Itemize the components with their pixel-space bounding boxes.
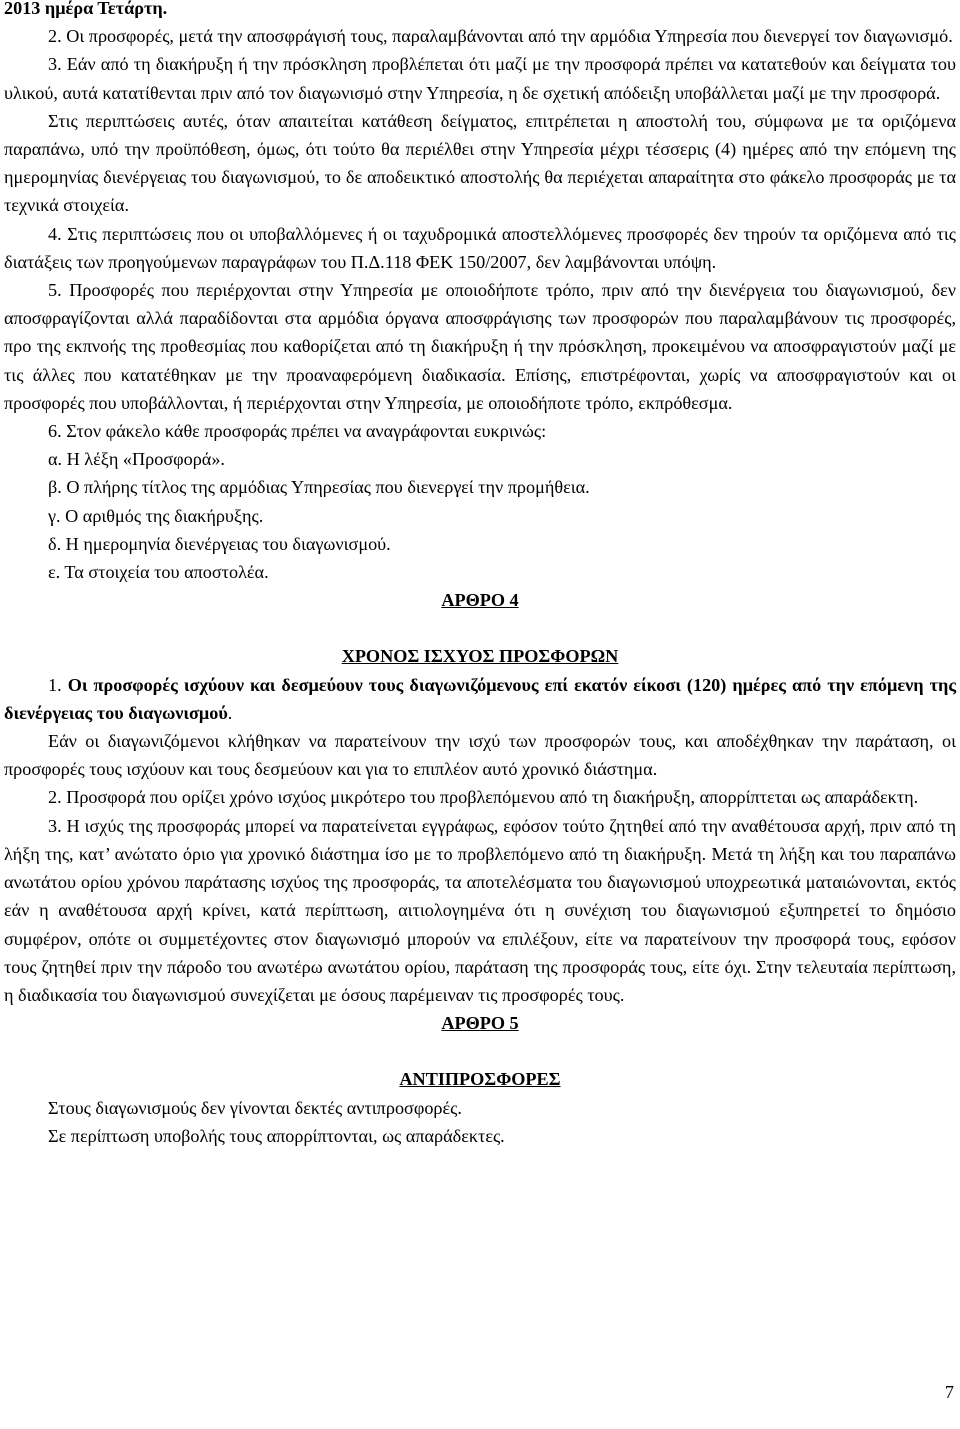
list-item: α. Η λέξη «Προσφορά». [48, 449, 225, 470]
spacer [4, 614, 956, 642]
article-4-paragraph-1b: Εάν οι διαγωνιζόμενοι κλήθηκαν να παρατείνουν την ισχύ των προσφορών τους, και αποδέχθηκαν την παράταση, οι προσφορές τους ισχύουν και τους δεσμεύουν και για το επιπλέον αυτό χρονικό διάστημα. [4, 731, 956, 780]
article-4-paragraph-1-bold: Οι προσφορές ισχύουν και δεσμεύουν τους διαγωνιζόμενους επί εκατόν είκοσι (120) ημέρες από την επόμενη της διενέργειας του διαγωνισμού [4, 674, 956, 723]
article-5-heading: ΑΡΘΡΟ 5 [441, 1013, 519, 1034]
article-5-line-2: Σε περίπτωση υποβολής τους απορρίπτονται, ως απαράδεκτες. [48, 1125, 505, 1146]
paragraph-5: 5. Προσφορές που περιέρχονται στην Υπηρεσία με οποιοδήποτε τρόπο, πριν από την διενέργεια του διαγωνισμού, δεν αποσφραγίζονται αλλά παραδίδονται στα αρμόδια όργανα αποσφράγισης των προσφορών που παραλαμβάνουν τις προσφορές, προ της εκπνοής της προθεσμίας που καθορίζεται από τη διακήρυξη ή την πρόσκληση, προκειμένου να αποσφραγιστούν μαζί με τις άλλες που κατατέθηκαν με την προαναφερόμενη διαδικασία. Επίσης, επιστρέφονται, χωρίς να αποσφραγιστούν και οι προσφορές που υποβάλλονται, ή περιέρχονται στην Υπηρεσία, με οποιοδήποτε τρόπο, εκπρόθεσμα. [4, 280, 956, 413]
paragraph-2: 2. Οι προσφορές, μετά την αποσφράγισή τους, παραλαμβάνονται από την αρμόδια Υπηρεσία που διενεργεί τον διαγωνισμό. [48, 26, 953, 47]
article-4-paragraph-3: 3. Η ισχύς της προσφοράς μπορεί να παρατείνεται εγγράφως, εφόσον τούτο ζητηθεί από την αναθέτουσα αρχή, πριν από τη λήξη της, κατ’ ανώτατο όριο για χρονικό διάστημα ίσο με το προβλεπόμενο από τη διακήρυξη. Μετά τη λήξη και του παραπάνω ανωτάτου ορίου χρόνου παράτασης ισχύος της προσφοράς, τα αποτελέσματα του διαγωνισμού υποχρεωτικά ματαιώνονται, εκτός εάν η αναθέτουσα αρχή κρίνει, κατά περίπτωση, αιτιολογημένα ότι η συνέχιση του διαγωνισμού εξυπηρετεί το δημόσιο συμφέρον, οπότε οι συμμετέχοντες στον διαγωνισμό μπορούν να επιλέξουν, είτε να παρατείνουν την προσφορά τους, εφόσον τους ζητηθεί πριν την πάροδο του ανωτέρω ανωτάτου ορίου, παράταση της προσφοράς τους, είτε όχι. Στην τελευταία περίπτωση, η διαδικασία του διαγωνισμού συνεχίζεται με όσους παρέμειναν τις προσφορές τους. [4, 815, 956, 1005]
article-4-paragraph-1 [4, 671, 956, 727]
article-5-line-1: Στους διαγωνισμούς δεν γίνονται δεκτές αντιπροσφορές. [48, 1097, 462, 1118]
spacer [4, 1037, 956, 1065]
article-4-title: ΧΡΟΝΟΣ ΙΣΧΥΟΣ ΠΡΟΣΦΟΡΩΝ [341, 646, 619, 667]
paragraph-3b: Στις περιπτώσεις αυτές, όταν απαιτείται κατάθεση δείγματος, επιτρέπεται η αποστολή του, σύμφωνα με τα οριζόμενα παραπάνω, υπό την προϋπόθεση, όμως, ότι τούτο θα περιέλθει στην Υπηρεσία μέχρι τέσσερις (4) ημέρες από την επόμενη της ημερομηνίας διενέργειας του διαγωνισμού, το δε αποδεικτικό αποστολής θα περιέχεται απαραίτητα στο φάκελο προσφοράς με τα τεχνικά στοιχεία. [4, 110, 956, 216]
article-5-title: ΑΝΤΙΠΡΟΣΦΟΡΕΣ [399, 1069, 561, 1090]
paragraph-4: 4. Στις περιπτώσεις που οι υποβαλλόμενες ή οι ταχυδρομικά αποστελλόμενες προσφορές δεν τηρούν τα οριζόμενα από τις διατάξεις των προηγούμενων παραγράφων του Π.Δ.118 ΦΕΚ 150/2007, δεν λαμβάνονται υπόψη. [4, 223, 956, 272]
list-item: ε. Τα στοιχεία του αποστολέα. [48, 562, 269, 583]
article-4-heading: ΑΡΘΡΟ 4 [441, 590, 519, 611]
page-number: 7 [944, 1382, 954, 1402]
envelope-list [4, 445, 956, 586]
list-item: γ. Ο αριθμός της διακήρυξης. [48, 505, 264, 526]
paragraph-6: 6. Στον φάκελο κάθε προσφοράς πρέπει να αναγράφονται ευκρινώς: [48, 421, 547, 442]
list-item: δ. Η ημερομηνία διενέργειας του διαγωνισμού. [48, 533, 391, 554]
top-line: 2013 ημέρα Τετάρτη. [4, 0, 168, 18]
paragraph-3: 3. Εάν από τη διακήρυξη ή την πρόσκληση προβλέπεται ότι μαζί με την προσφορά πρέπει να κατατεθούν και δείγματα του υλικού, αυτά κατατίθενται πριν από τον διαγωνισμό στην Υπηρεσία, η δε σχετική απόδειξη υποβάλλεται μαζί με την προσφορά. [4, 54, 956, 103]
article-4-paragraph-2: 2. Προσφορά που ορίζει χρόνο ισχύος μικρότερο του προβλεπόμενου από τη διακήρυξη, απορρίπτεται ως απαράδεκτη. [48, 787, 919, 808]
document-page [4, 0, 956, 1150]
list-item: β. Ο πλήρης τίτλος της αρμόδιας Υπηρεσίας που διενεργεί την προμήθεια. [48, 477, 590, 498]
article-4-paragraph-1-number: 1. [48, 674, 68, 695]
article-4-paragraph-1-end: . [227, 702, 233, 723]
